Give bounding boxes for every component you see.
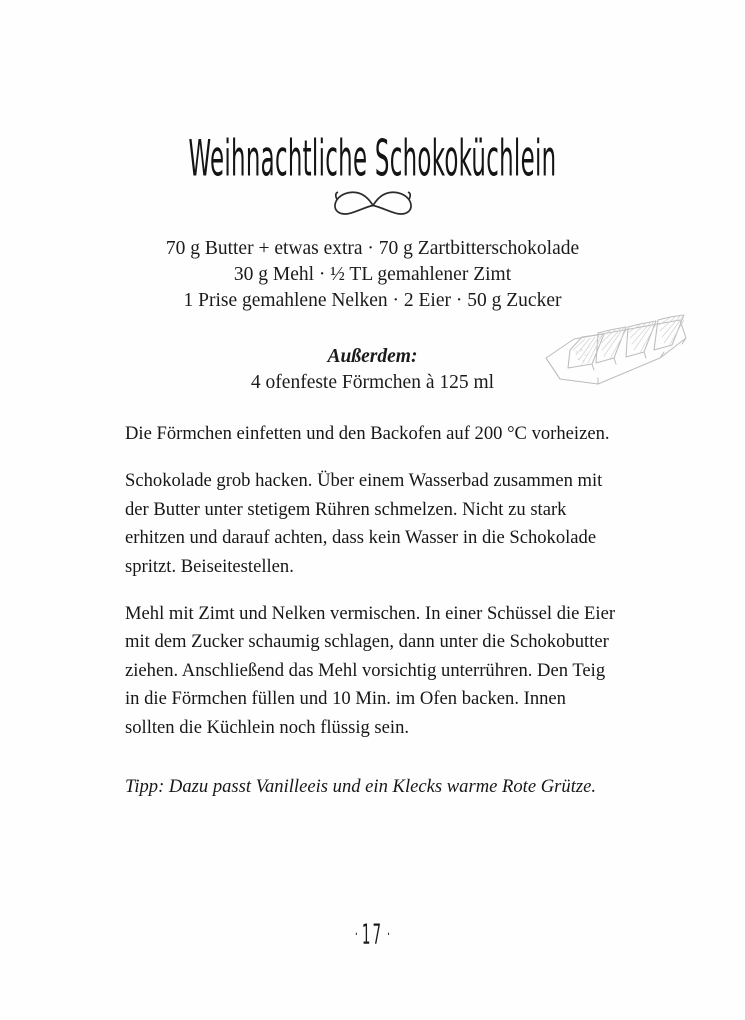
ingredients-list	[0, 236, 745, 314]
step-paragraph: Mehl mit Zimt und Nelken vermischen. In einer Schüssel die Eier mit dem Zucker schaumig schlagen, dann unter die Schokobutter ziehen. Anschließend das Mehl vorsichtig unterrühren. Den Teig in die Förmchen füllen und 10 Min. im Ofen backen. Innen sollten die Küchlein noch flüssig sein.	[125, 603, 616, 738]
page-number-value: 17	[361, 919, 384, 952]
extras-heading: Außerdem:	[327, 346, 418, 367]
page-number-dot-left: ·	[354, 922, 358, 946]
step-paragraph: Die Förmchen einfetten und den Backofen auf 200 °C vorheizen.	[125, 423, 610, 444]
ornament-divider	[0, 185, 745, 219]
recipe-steps	[125, 420, 617, 801]
ingredient-line: 1 Prise gemahlene Nelken · 2 Eier · 50 g Zucker	[183, 290, 562, 311]
ingredient-line: 70 g Butter + etwas extra · 70 g Zartbitterschokolade	[165, 238, 580, 259]
tip-paragraph: Tipp: Dazu passt Vanilleeis und ein Klecks warme Rote Grütze.	[125, 776, 597, 798]
ingredient-line: 30 g Mehl · ½ TL gemahlener Zimt	[233, 264, 512, 285]
chocolate-bar-illustration	[540, 306, 692, 406]
page-title: Weihnachtliche Schokoküchlein	[188, 129, 557, 189]
extras-line: 4 ofenfeste Förmchen à 125 ml	[250, 372, 495, 393]
mustache-ornament	[325, 185, 421, 219]
step-paragraph: Schokolade grob hacken. Über einem Wasserbad zusammen mit der Butter unter stetigem Rühren schmelzen. Nicht zu stark erhitzen und darauf achten, dass kein Wasser in die Schokolade spritzt. Beiseitestellen.	[125, 470, 603, 577]
chocolate-bar-drawing	[540, 306, 692, 406]
page-number	[119, 920, 626, 951]
page-number-dot-right: ·	[387, 922, 391, 946]
